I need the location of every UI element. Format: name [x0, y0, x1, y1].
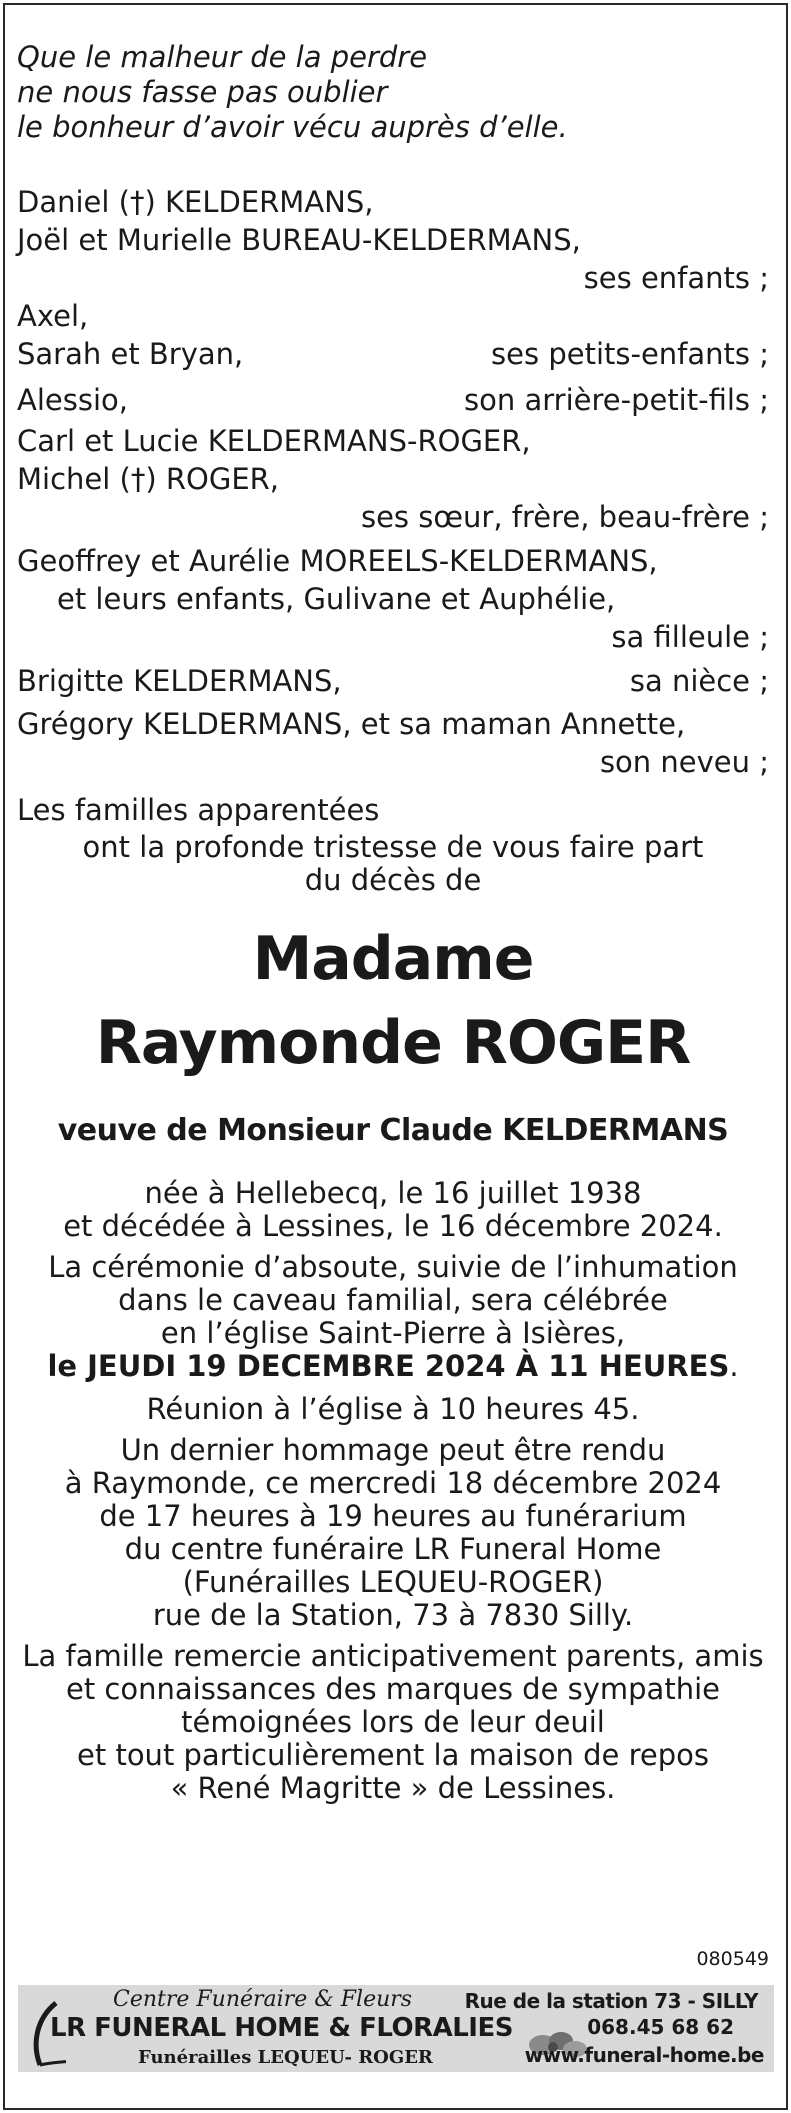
tribute-line: rue de la Station, 73 à 7830 Silly. [152, 1598, 634, 1632]
birth-info: née à Hellebecq, le 16 juillet 1938 [144, 1176, 642, 1210]
ceremony-date-end: . [729, 1349, 739, 1383]
family-member: Alessio, [17, 383, 128, 417]
thanks-line: et connaissances des marques de sympathie [66, 1672, 720, 1706]
banner-address: Rue de la station 73 - SILLY [464, 1989, 758, 2013]
ceremony-line: en l’église Saint-Pierre à Isières, [160, 1316, 626, 1350]
family-role: sa nièce ; [629, 664, 769, 698]
ceremony-date: le JEUDI 19 DECEMBRE 2024 À 11 HEURES [47, 1349, 730, 1383]
reference-number: 080549 [696, 1948, 769, 1970]
family-member: Sarah et Bryan, [17, 337, 244, 371]
family-member: Michel (†) ROGER, [17, 462, 280, 496]
poem-line: Que le malheur de la perdre [17, 40, 428, 74]
banner-phone: 068.45 68 62 [587, 2015, 734, 2039]
poem [17, 40, 769, 145]
widow-of: veuve de Monsieur Claude KELDERMANS [57, 1113, 729, 1148]
family-member: Joël et Murielle BUREAU-KELDERMANS, [17, 223, 581, 257]
deceased-name: Raymonde ROGER [95, 1008, 691, 1078]
banner-script-title: Centre Funéraire & Fleurs [113, 1987, 413, 2012]
ceremony-line: dans le caveau familial, sera célébrée [118, 1283, 668, 1317]
tribute-line: à Raymonde, ce mercredi 18 décembre 2024 [64, 1466, 722, 1500]
thanks-line: La famille remercie anticipativement parents, amis [22, 1639, 764, 1673]
funeral-home-banner [18, 1985, 774, 2072]
deceased-title: Madame [252, 924, 534, 994]
family-member: et leurs enfants, Gulivane et Auphélie, [57, 582, 616, 616]
family-role: son neveu ; [599, 745, 769, 779]
family-member: Brigitte KELDERMANS, [17, 664, 342, 698]
tribute-line: du centre funéraire LR Funeral Home [124, 1532, 662, 1566]
family-member: Les familles apparentées [17, 793, 380, 827]
death-info: et décédée à Lessines, le 16 décembre 2024. [63, 1209, 723, 1243]
ceremony-date-line [17, 1350, 769, 1383]
family-list [17, 183, 769, 829]
family-member: Geoffrey et Aurélie MOREELS-KELDERMANS, [17, 544, 658, 578]
obituary-content [17, 40, 769, 1805]
poem-line: ne nous fasse pas oublier [17, 75, 388, 109]
family-member: Axel, [17, 299, 89, 333]
thanks-line: témoignées lors de leur deuil [181, 1705, 605, 1739]
family-member: Grégory KELDERMANS, et sa maman Annette, [17, 707, 686, 741]
family-role: ses petits-enfants ; [491, 337, 769, 371]
family-member: Daniel (†) KELDERMANS, [17, 185, 374, 219]
meeting-info: Réunion à l’église à 10 heures 45. [146, 1392, 640, 1426]
tribute-line: (Funérailles LEQUEU-ROGER) [182, 1565, 604, 1599]
family-role: sa filleule ; [611, 620, 769, 654]
banner-company-name: LR FUNERAL HOME & FLORALIES [50, 2013, 513, 2043]
family-member: Carl et Lucie KELDERMANS-ROGER, [17, 424, 531, 458]
ceremony-line: La cérémonie d’absoute, suivie de l’inhumation [48, 1250, 738, 1284]
family-role: ses sœur, frère, beau-frère ; [360, 500, 769, 534]
banner-website[interactable]: www.funeral-home.be [524, 2043, 764, 2067]
poem-line: le bonheur d’avoir vécu auprès d’elle. [17, 110, 568, 144]
announce-line: ont la profonde tristesse de vous faire part [82, 830, 704, 864]
family-role: ses enfants ; [583, 261, 769, 295]
banner-subtitle: Funérailles LEQUEU- ROGER [138, 2047, 433, 2068]
details [17, 1177, 769, 1805]
family-role: son arrière-petit-fils ; [464, 383, 769, 417]
tribute-line: de 17 heures à 19 heures au funérarium [99, 1499, 687, 1533]
thanks-line: « René Magritte » de Lessines. [170, 1771, 616, 1805]
thanks-line: et tout particulièrement la maison de repos [77, 1738, 709, 1772]
announce-line: du décès de [304, 863, 482, 897]
tribute-line: Un dernier hommage peut être rendu [120, 1433, 666, 1467]
